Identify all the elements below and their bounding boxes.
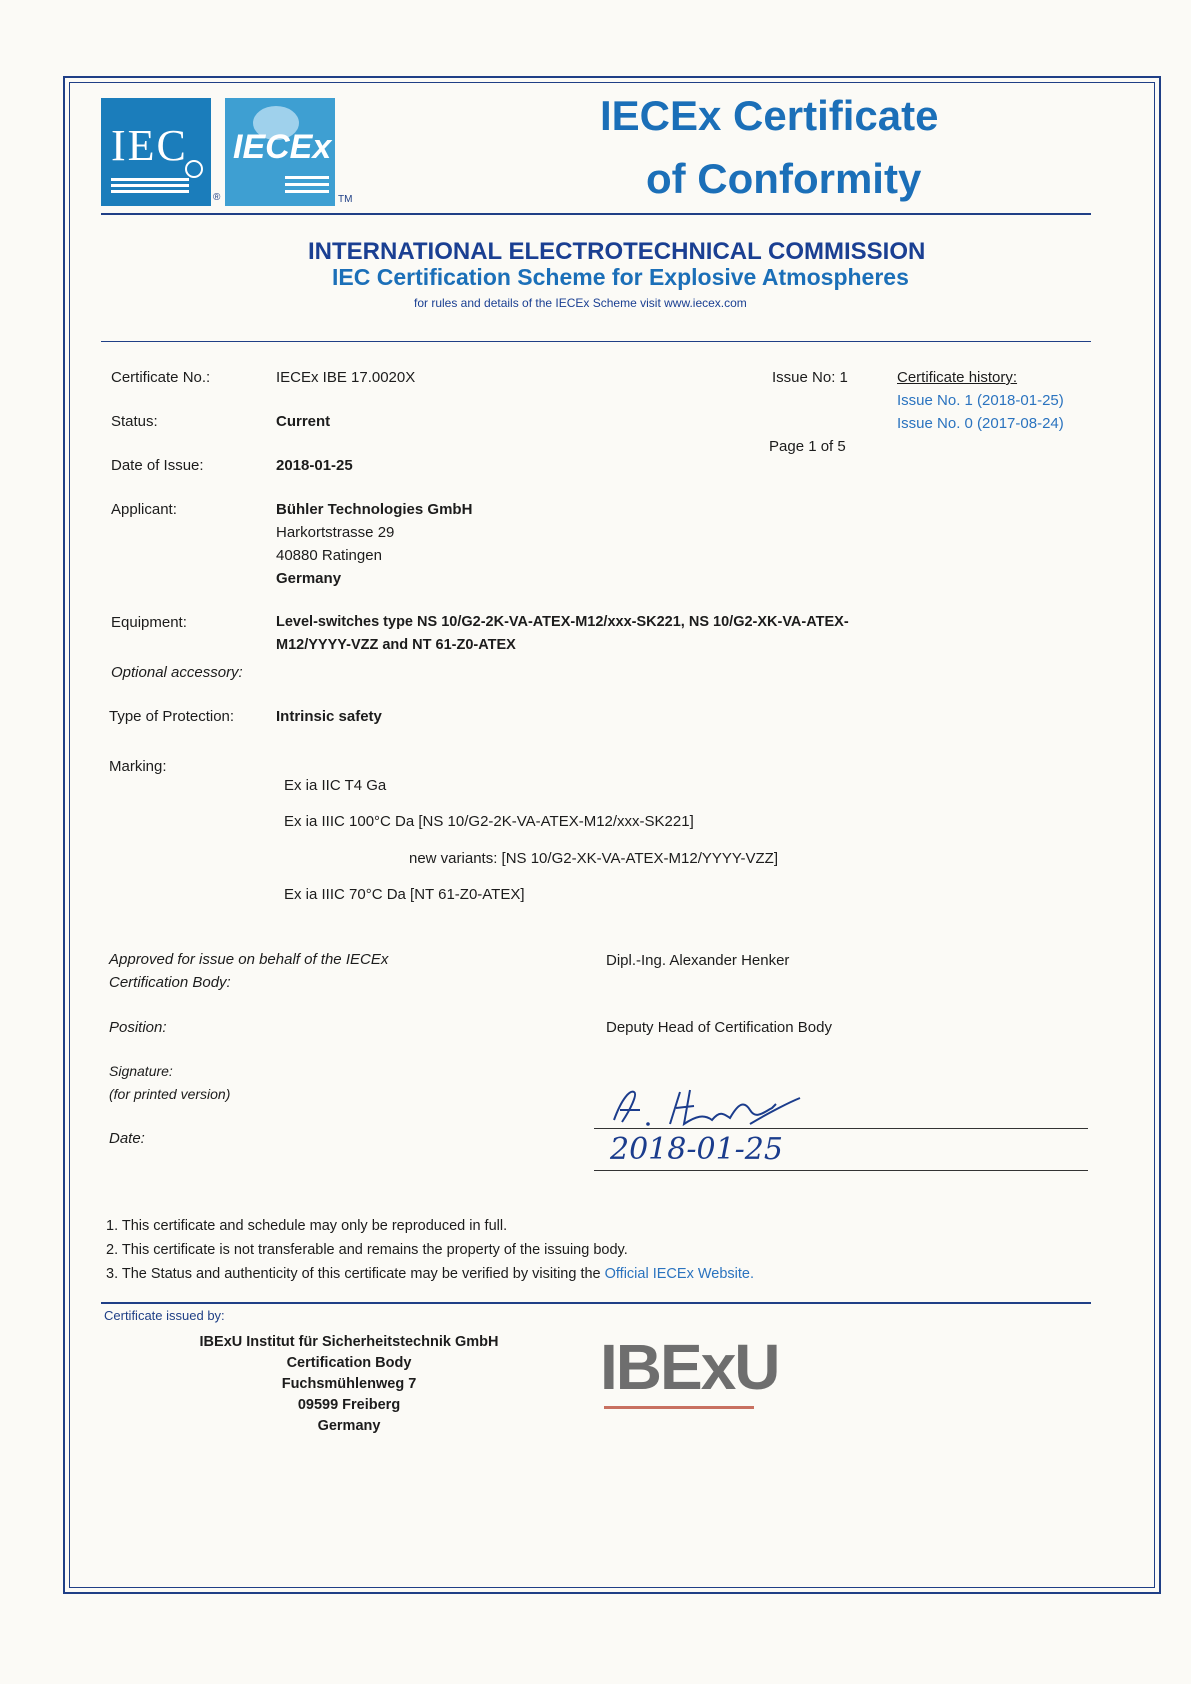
page-number: Page 1 of 5 bbox=[769, 438, 846, 455]
marking-line: Ex ia IIIC 100°C Da [NS 10/G2-2K-VA-ATEX-M12/xxx-SK221] bbox=[284, 813, 694, 830]
certificate-history-label: Certificate history: bbox=[897, 369, 1018, 386]
registered-mark: ® bbox=[213, 192, 221, 203]
note-2: 2. This certificate is not transferable and remains the property of the issuing body. bbox=[106, 1242, 628, 1258]
certificate-no: IECEx IBE 17.0020X bbox=[276, 369, 416, 386]
date-label: Date: bbox=[109, 1130, 145, 1147]
ibexu-logo bbox=[600, 1330, 779, 1404]
status-value: Current bbox=[276, 413, 331, 430]
issuer-unit: Certification Body bbox=[286, 1355, 412, 1371]
issuer-name: IBExU Institut für Sicherheitstechnik GmbH bbox=[199, 1334, 499, 1350]
iec-logo bbox=[101, 98, 211, 206]
approved-label: Approved for issue on behalf of the IECEx bbox=[109, 951, 389, 968]
signature-sub-label: (for printed version) bbox=[109, 1086, 231, 1102]
signature-label: Signature: bbox=[109, 1063, 173, 1079]
section-divider bbox=[101, 341, 1091, 342]
type-of-protection-label: Type of Protection: bbox=[109, 708, 235, 725]
marking-line: Ex ia IIIC 70°C Da [NT 61-Z0-ATEX] bbox=[284, 886, 525, 903]
date-of-issue: 2018-01-25 bbox=[276, 457, 353, 474]
iecex-logo bbox=[225, 98, 335, 206]
issuer-street: Fuchsmühlenweg 7 bbox=[281, 1376, 417, 1392]
applicant-label: Applicant: bbox=[111, 501, 177, 518]
status-label: Status: bbox=[111, 413, 158, 430]
certificate-no-label: Certificate No.: bbox=[111, 369, 211, 386]
org-name: INTERNATIONAL ELECTROTECHNICAL COMMISSION bbox=[308, 238, 926, 265]
issuer-divider bbox=[101, 1302, 1091, 1304]
scheme-info: for rules and details of the IECEx Scheme visit www.iecex.com bbox=[414, 296, 747, 310]
optional-accessory-label: Optional accessory: bbox=[111, 664, 243, 681]
applicant-city: 40880 Ratingen bbox=[276, 547, 382, 564]
scheme-name: IEC Certification Scheme for Explosive Atmospheres bbox=[332, 264, 909, 290]
trademark-mark: TM bbox=[338, 194, 353, 205]
issued-by-label: Certificate issued by: bbox=[104, 1308, 225, 1323]
note-3 bbox=[106, 1266, 754, 1282]
marking-line: new variants: [NS 10/G2-XK-VA-ATEX-M12/YYYY-VZZ] bbox=[409, 850, 779, 867]
iec-logo-text: IEC bbox=[111, 121, 188, 170]
history-item[interactable]: Issue No. 1 (2018-01-25) bbox=[897, 392, 1064, 409]
certificate-title-line2: of Conformity bbox=[646, 155, 922, 202]
applicant-street: Harkortstrasse 29 bbox=[276, 524, 395, 541]
certificate-title-line1: IECEx Certificate bbox=[600, 92, 939, 139]
position-value: Deputy Head of Certification Body bbox=[606, 1019, 832, 1036]
issuer-address bbox=[179, 1334, 519, 1434]
date-of-issue-label: Date of Issue: bbox=[111, 457, 204, 474]
note-1: 1. This certificate and schedule may only be reproduced in full. bbox=[106, 1218, 508, 1234]
marking-line: Ex ia IIC T4 Ga bbox=[284, 777, 387, 794]
ibexu-logo-text: IBExU bbox=[600, 1331, 779, 1403]
official-iecex-website-link[interactable]: Official IECEx Website. bbox=[604, 1266, 754, 1282]
handwritten-date: 2018-01-25 bbox=[610, 1132, 783, 1167]
position-label: Position: bbox=[109, 1019, 167, 1036]
issuer-country: Germany bbox=[317, 1418, 381, 1434]
type-of-protection: Intrinsic safety bbox=[276, 708, 382, 725]
equipment-label: Equipment: bbox=[111, 614, 187, 631]
equipment-line1: Level-switches type NS 10/G2-2K-VA-ATEX-M12/xxx-SK221, NS 10/G2-XK-VA-ATEX- bbox=[276, 614, 849, 630]
date-line bbox=[594, 1170, 1088, 1171]
history-item[interactable]: Issue No. 0 (2017-08-24) bbox=[897, 415, 1064, 432]
signature-line bbox=[594, 1128, 1088, 1129]
approved-label-cont: Certification Body: bbox=[109, 974, 231, 991]
header-divider bbox=[101, 213, 1091, 215]
approver-name: Dipl.-Ing. Alexander Henker bbox=[606, 952, 790, 969]
issue-no: Issue No: 1 bbox=[772, 369, 848, 386]
marking-label: Marking: bbox=[109, 758, 167, 775]
applicant-country: Germany bbox=[276, 570, 342, 587]
note-3-text: 3. The Status and authenticity of this certificate may be verified by visiting the bbox=[106, 1266, 605, 1282]
applicant-name: Bühler Technologies GmbH bbox=[276, 501, 473, 518]
iecex-logo-text: IECEx bbox=[233, 128, 332, 166]
issuer-city: 09599 Freiberg bbox=[297, 1397, 401, 1413]
signature-image bbox=[600, 1080, 820, 1132]
equipment-line2: M12/YYYY-VZZ and NT 61-Z0-ATEX bbox=[276, 637, 516, 653]
